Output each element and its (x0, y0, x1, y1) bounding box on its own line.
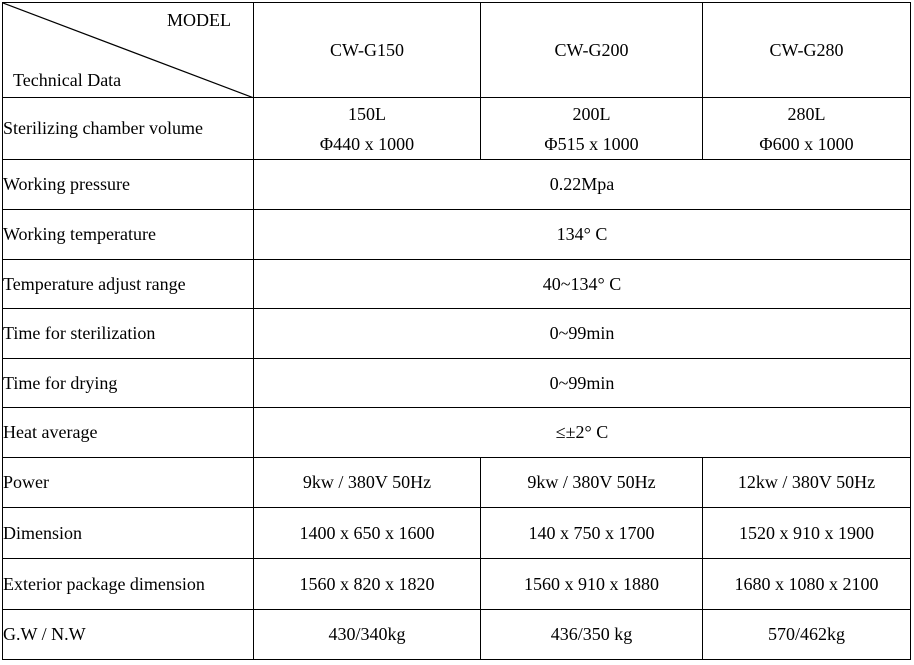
weight-cw-g280: 570/462kg (703, 610, 911, 660)
package-cw-g200: 1560 x 910 x 1880 (481, 559, 703, 610)
chamber-cell-cw-g280 (703, 98, 911, 160)
table-row (3, 98, 911, 160)
chamber-cell-cw-g200 (481, 98, 703, 160)
table-row (3, 359, 911, 408)
corner-header-cell (3, 3, 254, 98)
dimension-cw-g150: 1400 x 650 x 1600 (254, 508, 481, 559)
chamber-size: Φ440 x 1000 (319, 133, 415, 154)
table-row (3, 408, 911, 458)
model-header-cw-g150: CW-G150 (254, 3, 481, 98)
chamber-volume: 200L (572, 103, 611, 124)
header-row (3, 3, 911, 98)
chamber-volume: 280L (787, 103, 826, 124)
row-label: G.W / N.W (3, 610, 254, 660)
temp-range-value: 40~134° C (254, 260, 911, 309)
chamber-volume: 150L (348, 103, 386, 124)
row-label: Heat average (3, 408, 254, 458)
temperature-value: 134° C (254, 210, 911, 260)
heat-average-value: ≤±2° C (254, 408, 911, 458)
table-row (3, 210, 911, 260)
table-row (3, 559, 911, 610)
model-header-cw-g200: CW-G200 (481, 3, 703, 98)
chamber-cell-cw-g150 (254, 98, 481, 160)
sterilization-time-value: 0~99min (254, 309, 911, 359)
table-row (3, 160, 911, 210)
table-row (3, 260, 911, 309)
row-label: Time for sterilization (3, 309, 254, 359)
chamber-size: Φ600 x 1000 (759, 133, 854, 154)
package-cw-g280: 1680 x 1080 x 2100 (703, 559, 911, 610)
drying-time-value: 0~99min (254, 359, 911, 408)
table-row (3, 610, 911, 660)
pressure-value: 0.22Mpa (254, 160, 911, 210)
row-label: Sterilizing chamber volume (3, 98, 254, 160)
table-row (3, 309, 911, 359)
table-row (3, 508, 911, 559)
weight-cw-g200: 436/350 kg (481, 610, 703, 660)
row-label: Working temperature (3, 210, 254, 260)
power-cw-g280: 12kw / 380V 50Hz (703, 458, 911, 508)
model-corner-label: MODEL (167, 10, 231, 30)
chamber-size: Φ515 x 1000 (544, 133, 639, 154)
package-cw-g150: 1560 x 820 x 1820 (254, 559, 481, 610)
weight-cw-g150: 430/340kg (254, 610, 481, 660)
row-label: Exterior package dimension (3, 559, 254, 610)
technical-data-corner-label: Technical Data (13, 70, 122, 90)
row-label: Working pressure (3, 160, 254, 210)
row-label: Time for drying (3, 359, 254, 408)
row-label: Dimension (3, 508, 254, 559)
technical-data-table (2, 2, 911, 660)
power-cw-g150: 9kw / 380V 50Hz (254, 458, 481, 508)
dimension-cw-g200: 140 x 750 x 1700 (481, 508, 703, 559)
row-label: Temperature adjust range (3, 260, 254, 309)
table-row (3, 458, 911, 508)
dimension-cw-g280: 1520 x 910 x 1900 (703, 508, 911, 559)
power-cw-g200: 9kw / 380V 50Hz (481, 458, 703, 508)
model-header-cw-g280: CW-G280 (703, 3, 911, 98)
row-label: Power (3, 458, 254, 508)
